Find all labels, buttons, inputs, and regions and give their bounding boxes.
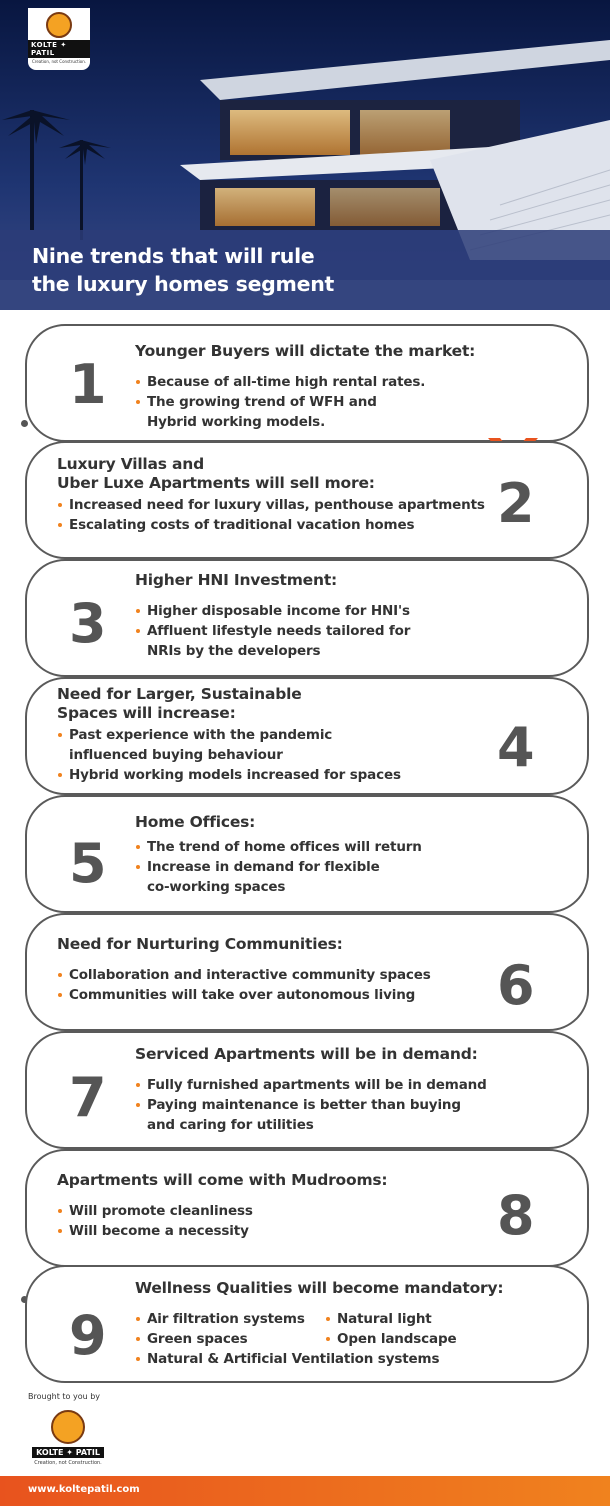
trend-card-7 [25,1031,589,1149]
list-item: Increase in demand for flexible [135,857,422,877]
trend-number: 8 [497,1184,535,1247]
heading-line-2: Uber Luxe Apartments will sell more: [57,474,375,492]
list-item: Will promote cleanliness [57,1201,253,1221]
heading-line-1: Luxury Villas and [57,455,205,473]
timeline-dot [21,420,28,427]
trend-points [135,1075,487,1135]
list-item: Fully furnished apartments will be in demand [135,1075,487,1095]
trend-heading: Serviced Apartments will be in demand: [135,1045,478,1063]
trend-heading [57,685,302,723]
trend-number: 5 [69,832,107,895]
brought-to-you-by: Brought to you by [28,1392,101,1401]
footer-bar [0,1476,610,1506]
trend-card-6 [25,913,589,1031]
trend-card-5 [25,795,589,913]
trend-points [135,837,422,897]
list-item: and caring for utilities [147,1117,314,1133]
logo-tagline: Creation, not Construction. [34,1460,102,1466]
trend-points [57,965,431,1005]
heading-line-1: Need for Larger, Sustainable [57,685,302,703]
list-item: Past experience with the pandemic [57,725,401,745]
trend-points [57,1201,253,1241]
trend-points [135,1309,475,1369]
page-title [32,242,334,298]
list-item: Green spaces [135,1329,325,1349]
trend-number: 7 [69,1066,107,1129]
list-item: Open landscape [325,1329,475,1349]
list-item: Hybrid working models. [147,414,326,430]
trend-points [57,495,485,535]
trend-number: 3 [69,592,107,655]
list-item: Affluent lifestyle needs tailored for [135,621,410,641]
trend-card-9 [25,1265,589,1383]
trend-card-2 [25,441,589,559]
kolte-patil-logo[interactable] [30,1410,106,1476]
list-item: The trend of home offices will return [135,837,422,857]
list-item: Natural & Artificial Ventilation systems [135,1349,475,1369]
trend-heading: Wellness Qualities will become mandatory: [135,1279,504,1297]
list-item: Collaboration and interactive community spaces [57,965,431,985]
trend-heading: Home Offices: [135,813,256,831]
title-line-2: the luxury homes segment [32,272,335,296]
list-item: Because of all-time high rental rates. [135,372,425,392]
trend-card-1 [25,324,589,442]
heading-line-2: Spaces will increase: [57,704,236,722]
list-item: NRIs by the developers [147,643,321,659]
website-link[interactable]: www.koltepatil.com [28,1484,140,1495]
trend-number: 1 [69,353,107,416]
list-item: Increased need for luxury villas, penthouse apartments [57,495,485,515]
trend-number: 6 [497,954,535,1017]
list-item: Hybrid working models increased for spaces [57,765,401,785]
logo-tagline: Creation, not Construction. [31,59,87,64]
list-item: Higher disposable income for HNI's [135,601,410,621]
trend-number: 9 [69,1304,107,1367]
trend-heading: Higher HNI Investment: [135,571,338,589]
trend-points [135,372,425,432]
list-item: Paying maintenance is better than buying [135,1095,487,1115]
trend-card-4 [25,677,589,795]
logo-emblem-icon [51,1410,85,1444]
trend-card-8 [25,1149,589,1267]
trend-heading: Apartments will come with Mudrooms: [57,1171,388,1189]
list-item: Will become a necessity [57,1221,253,1241]
trend-card-3 [25,559,589,677]
list-item: influenced buying behaviour [69,747,283,763]
kolte-patil-logo[interactable] [28,8,90,70]
trend-number: 4 [497,716,535,779]
trend-heading: Younger Buyers will dictate the market: [135,342,476,360]
trend-points [135,601,410,661]
title-line-1: Nine trends that will rule [32,244,315,268]
trend-points [57,725,401,785]
list-item: Escalating costs of traditional vacation homes [57,515,485,535]
list-item: Air filtration systems [135,1309,325,1329]
trend-heading [57,455,375,493]
list-item: co-working spaces [147,879,286,895]
logo-brand: KOLTE ✦ PATIL [28,40,90,58]
list-item: The growing trend of WFH and [135,392,425,412]
logo-emblem-icon [46,12,72,38]
hero-banner [0,0,610,310]
list-item: Communities will take over autonomous living [57,985,431,1005]
logo-brand: KOLTE ✦ PATIL [32,1447,104,1458]
list-item: Natural light [325,1309,475,1329]
trend-number: 2 [497,472,535,535]
trend-heading: Need for Nurturing Communities: [57,935,343,953]
